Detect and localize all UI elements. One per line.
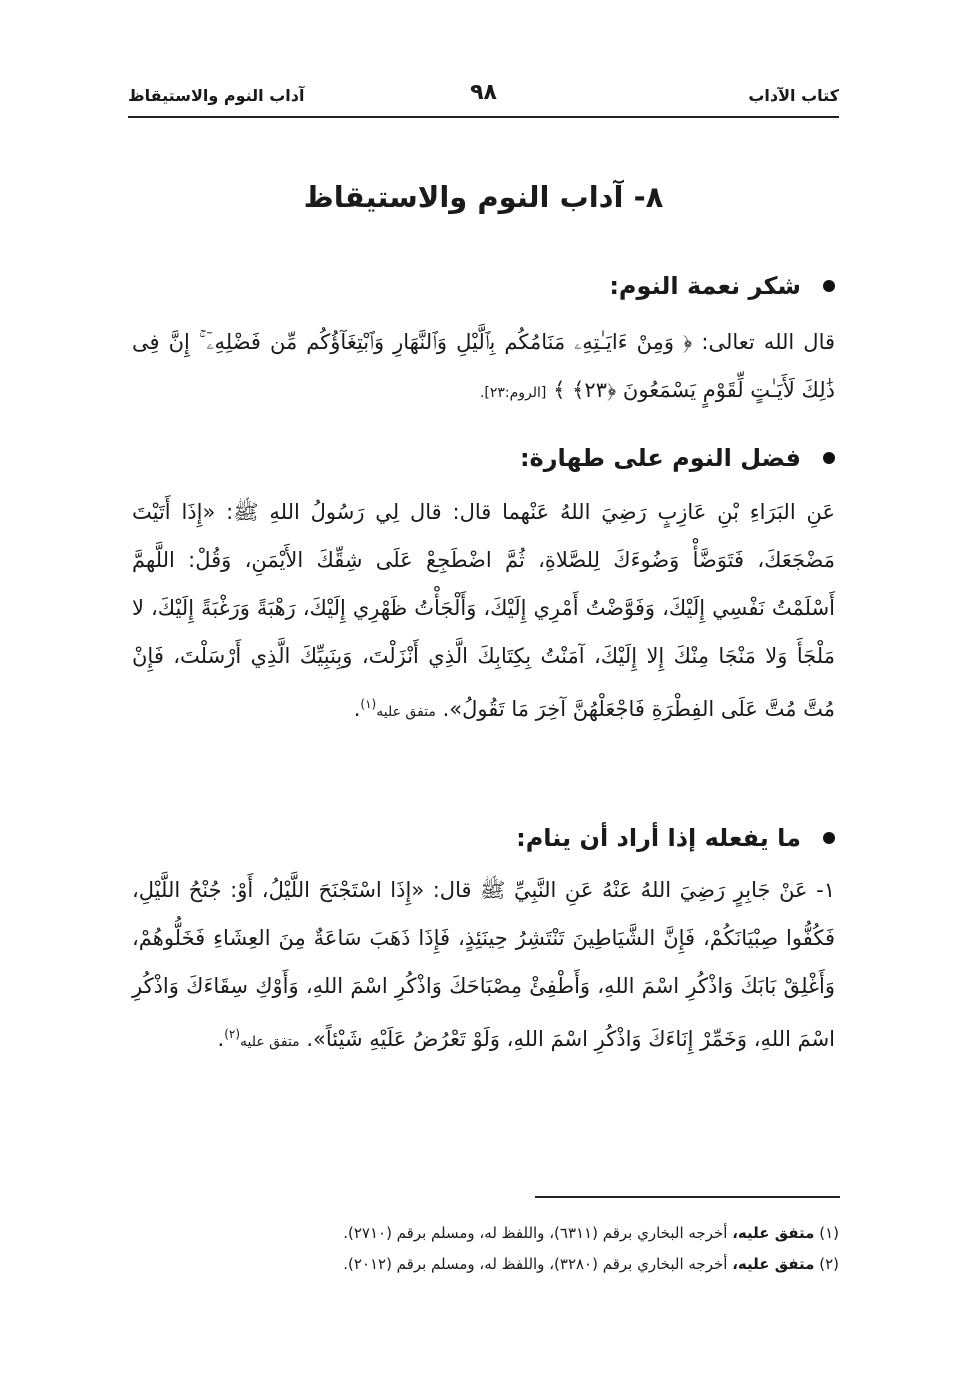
page-number: ٩٨ [470,80,497,105]
chapter-running-title: آداب النوم والاستيقاظ [128,86,305,105]
section-sleep-purity [132,444,835,736]
paragraph: قال الله تعالى: ﴿ وَمِنْ ءَايَـٰتِهِۦ مَنَامُكُم بِٱلَّيْلِ وَٱلنَّهَارِ وَٱبْتِغَآؤُكُم مِّن فَضْلِهِۦٓ ۚ إِنَّ فِى ذَٰلِكَ لَأَيَـٰتٍ لِّقَوْمٍ يَسْمَعُونَ ﴿٢٣﴾ ﴾ [الروم:٢٣]. [132,330,836,402]
bullet-icon [823,832,835,844]
verse-citation: [الروم:٢٣]. [479,385,547,401]
section-sleep-gratitude [132,272,835,417]
section-heading: فضل النوم على طهارة: [132,444,835,472]
bullet-icon [823,280,835,292]
quran-verse: ﴿ وَمِنْ ءَايَـٰتِهِۦ مَنَامُكُم بِٱلَّيْلِ وَٱلنَّهَارِ وَٱبْتِغَآؤُكُم مِّن فَضْلِهِۦٓ ۚ إِنَّ فِى ذَٰلِكَ لَأَيَـٰتٍ لِّقَوْمٍ يَسْمَعُونَ ﴿٢٣﴾ ﴾ [132,330,835,402]
bullet-icon [823,452,835,464]
footnote-ref: (١) [360,697,377,711]
section-heading: ما يفعله إذا أراد أن ينام: [132,824,835,852]
footnote-ref: (٢) [224,1027,241,1041]
book-title: كتاب الآداب [748,86,839,105]
hadith-source: متفق عليه [240,1034,300,1050]
paragraph: ١- عَنْ جَابِرٍ رَضِيَ اللهُ عَنْهُ عَنِ النَّبِيِّ ﷺ قال: «إِذَا اسْتَجْنَحَ اللَّيْلُ، أَوْ: جُنْحُ اللَّيْلِ، فَكُفُّوا صِبْيَانَكُمْ، فَإِنَّ الشَّيَاطِينَ تَنْتَشِرُ حِينَئِذٍ، فَإِذَا ذَهَبَ سَاعَةٌ مِنَ العِشَاءِ فَخَلُّوهُمْ، وَأَغْلِقْ بَابَكَ وَاذْكُرِ اسْمَ اللهِ، وَأَطْفِئْ مِصْبَاحَكَ وَاذْكُرِ اسْمَ اللهِ، وَأَوْكِ سِقَاءَكَ وَاذْكُرِ اسْمَ اللهِ، وَخَمِّرْ إِنَاءَكَ وَاذْكُرِ اسْمَ اللهِ، وَلَوْ تَعْرُضُ عَلَيْهِ شَيْئاً». متفق عليه$^{(٢)}$. [132,878,835,1051]
footnote-item: (٢) متفق عليه، أخرجه البخاري برقم (٣٢٨٠)، واللفظ له، ومسلم برقم (٢٠١٢). [343,1255,839,1273]
footnotes [128,1218,839,1280]
hadith-source: متفق عليه [376,704,436,720]
running-header [128,80,839,114]
header-rule [128,116,839,118]
section-before-sleep [132,824,835,1066]
footnote-item: (١) متفق عليه، أخرجه البخاري برقم (٦٣١١)، واللفظ له، ومسلم برقم (٢٧١٠). [343,1224,839,1242]
chapter-title: ٨- آداب النوم والاستيقاظ [303,180,664,214]
paragraph: عَنِ البَرَاءِ بْنِ عَازِبٍ رَضِيَ اللهُ عَنْهما قال: قال لِي رَسُولُ اللهِ ﷺ: «إِذَا أَتَيْتَ مَضْجَعَكَ، فَتَوَضَّأْ وَضُوءَكَ لِلصَّلاةِ، ثُمَّ اضْطَجِعْ عَلَى شِقِّكَ الأَيْمَنِ، وَقُلْ: اللَّهمَّ أَسْلَمْتُ نَفْسِي إِلَيْكَ، وَفَوَّضْتُ أَمْرِي إِلَيْكَ، وَأَلْجَأْتُ ظَهْرِي إِلَيْكَ، رَهْبَةً وَرَغْبَةً إِلَيْكَ، لا مَلْجَأَ وَلا مَنْجَا مِنْكَ إِلا إِلَيْكَ، آمَنْتُ بِكِتَابِكَ الَّذِي أَنْزَلْتَ، وَبِنَبِيِّكَ الَّذِي أَرْسَلْتَ، فَإِنْ مُتَّ مُتَّ عَلَى الفِطْرَةِ فَاجْعَلْهُنَّ آخِرَ مَا تَقُولُ». متفق عليه$^{(١)}$. [132,500,835,721]
footnote-separator [535,1196,840,1198]
section-heading: شكر نعمة النوم: [132,272,835,300]
